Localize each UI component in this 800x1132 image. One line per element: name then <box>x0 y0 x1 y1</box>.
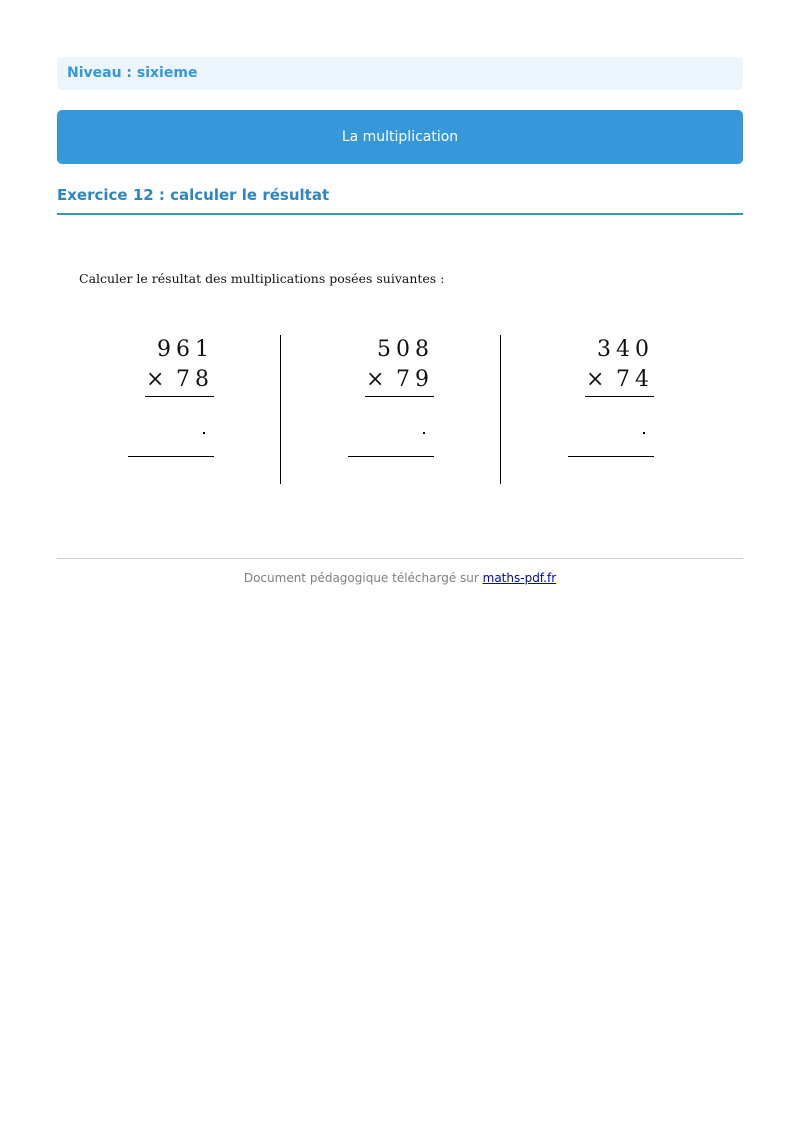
times-sign: × <box>146 367 165 392</box>
multiplicand: 508 <box>377 337 434 362</box>
multiplier: 79 <box>396 367 434 392</box>
footer-link[interactable]: maths-pdf.fr <box>482 571 557 585</box>
multiplier: 74 <box>616 367 654 392</box>
answer-line <box>568 456 654 457</box>
multiplication-1 <box>60 335 280 484</box>
times-sign: × <box>586 367 605 392</box>
multiplication-grid <box>60 335 720 484</box>
footer-divider <box>57 558 743 559</box>
multiplicand: 961 <box>157 337 214 362</box>
footer-text: Document pédagogique téléchargé sur <box>243 571 483 585</box>
answer-dot <box>423 432 425 434</box>
operation-rule <box>145 396 214 397</box>
answer-line <box>348 456 434 457</box>
page-title: La multiplication <box>57 110 743 164</box>
multiplication-2 <box>280 335 500 484</box>
times-sign: × <box>366 367 385 392</box>
exercise-instruction: Calculer le résultat des multiplications posées suivantes : <box>79 271 445 286</box>
level-label: Niveau : sixieme <box>57 57 743 90</box>
exercise-heading: Exercice 12 : calculer le résultat <box>57 185 743 215</box>
multiplication-3 <box>500 335 720 484</box>
answer-dot <box>203 432 205 434</box>
answer-line <box>128 456 214 457</box>
operation-rule <box>365 396 434 397</box>
operation-rule <box>585 396 654 397</box>
footer <box>57 571 743 585</box>
answer-dot <box>643 432 645 434</box>
multiplier: 78 <box>176 367 214 392</box>
multiplicand: 340 <box>597 337 654 362</box>
